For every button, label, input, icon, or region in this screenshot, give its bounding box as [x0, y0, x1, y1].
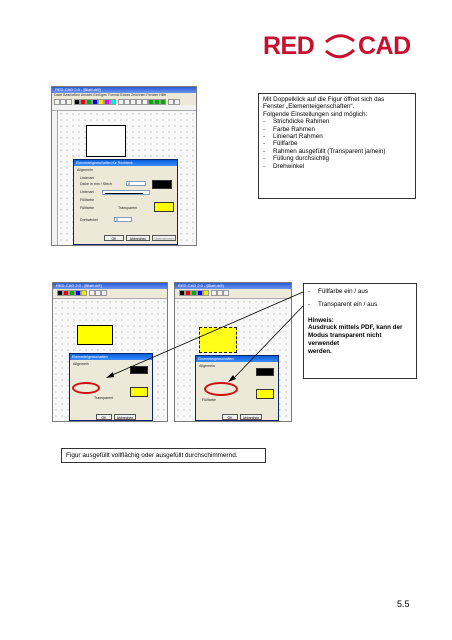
callout-intro-1: Mit Doppelklick auf die Figur öffnet sich das	[263, 96, 385, 103]
ok-button[interactable]: OK	[96, 414, 112, 420]
checkbox-transparent[interactable]: Transparent	[118, 206, 138, 210]
menu-bar: Datei Bearbeiten Ansicht Einfügen Format Extras Zeichnen Fenster Hilfe	[52, 93, 196, 98]
label-linienart: Linienart	[80, 190, 94, 194]
label-dicke: Dicke in mm / Strich	[80, 182, 112, 186]
list-item: - Drehwinkel	[263, 163, 411, 170]
tab-allgemein[interactable]: Allgemein	[199, 364, 215, 368]
list-item: - Farbe Rahmen	[263, 126, 411, 133]
dialog-title: Elementeigenschaften	[70, 354, 152, 360]
callout-intro-2: Fenster „Elementeigenschaften“.	[263, 103, 355, 111]
window-title: RED-CAD 2.0 - [Blatt.dr5]	[52, 87, 196, 93]
drehwinkel-input[interactable]: 0	[114, 217, 132, 222]
apply-button[interactable]: Übernehmen	[152, 235, 176, 241]
checkbox-fuellfarbe[interactable]: Füllfarbe	[80, 206, 94, 210]
window-title: RED-CAD 2.0 - [Blatt.dr5]	[175, 283, 291, 289]
note-title: Hinweis:	[308, 316, 334, 324]
dicke-input[interactable]: 0	[126, 181, 146, 186]
callout-intro-3: Folgende Einstellungen sind möglich:	[263, 110, 368, 118]
checkbox-transparent[interactable]: Transparent	[94, 396, 114, 400]
dialog-title: Elementeigenschaften für Rechteck	[74, 160, 177, 166]
window-title: RED-CAD 2.0 - [Blatt.dr5]	[53, 283, 167, 289]
caption-text: Figur ausgefüllt vollflächig oder ausgefüllt durchschimmernd.	[66, 452, 238, 459]
ok-button[interactable]: OK	[222, 414, 238, 420]
label-drehwinkel: Drehwinkel	[80, 218, 98, 222]
page-number: 5.5	[397, 599, 410, 609]
group-linienart: Linienart	[80, 176, 94, 180]
caption-box	[61, 448, 266, 463]
note-line-2: Modus transparent nicht verwendet	[308, 332, 382, 347]
list-item: - Rahmen ausgefüllt (Transparent ja/nein)	[263, 148, 411, 155]
list-item: - Füllung durchsichtig	[263, 155, 411, 162]
list-item: - Strichdicke Rahmen	[263, 118, 411, 125]
dialog-title: Elementeigenschaften	[196, 356, 278, 362]
cancel-button[interactable]: Abbrechen	[126, 235, 150, 241]
logo-text-cad: CAD	[358, 32, 411, 60]
note-line-3: werden.	[308, 347, 332, 355]
cancel-button[interactable]: Abbrechen	[240, 414, 262, 420]
tab-allgemein[interactable]: Allgemein	[73, 362, 89, 366]
logo-text-red: RED	[263, 32, 315, 60]
cancel-button[interactable]: Abbrechen	[114, 414, 136, 420]
list-item: - Linienart Rahmen	[263, 133, 411, 140]
note-line-1: Ausdruck mittels PDF, kann der	[308, 324, 403, 332]
list-item: - Füllfarbe ein / aus	[308, 288, 412, 296]
list-item: - Füllfarbe	[263, 140, 411, 147]
checkbox-fuellfarbe[interactable]: Füllfarbe	[202, 398, 216, 402]
ok-button[interactable]: OK	[104, 235, 124, 241]
tab-allgemein[interactable]: Allgemein	[77, 168, 93, 172]
group-fuellfarbe: Füllfarbe	[80, 198, 94, 202]
list-item: - Transparent ein / aus	[308, 301, 412, 309]
